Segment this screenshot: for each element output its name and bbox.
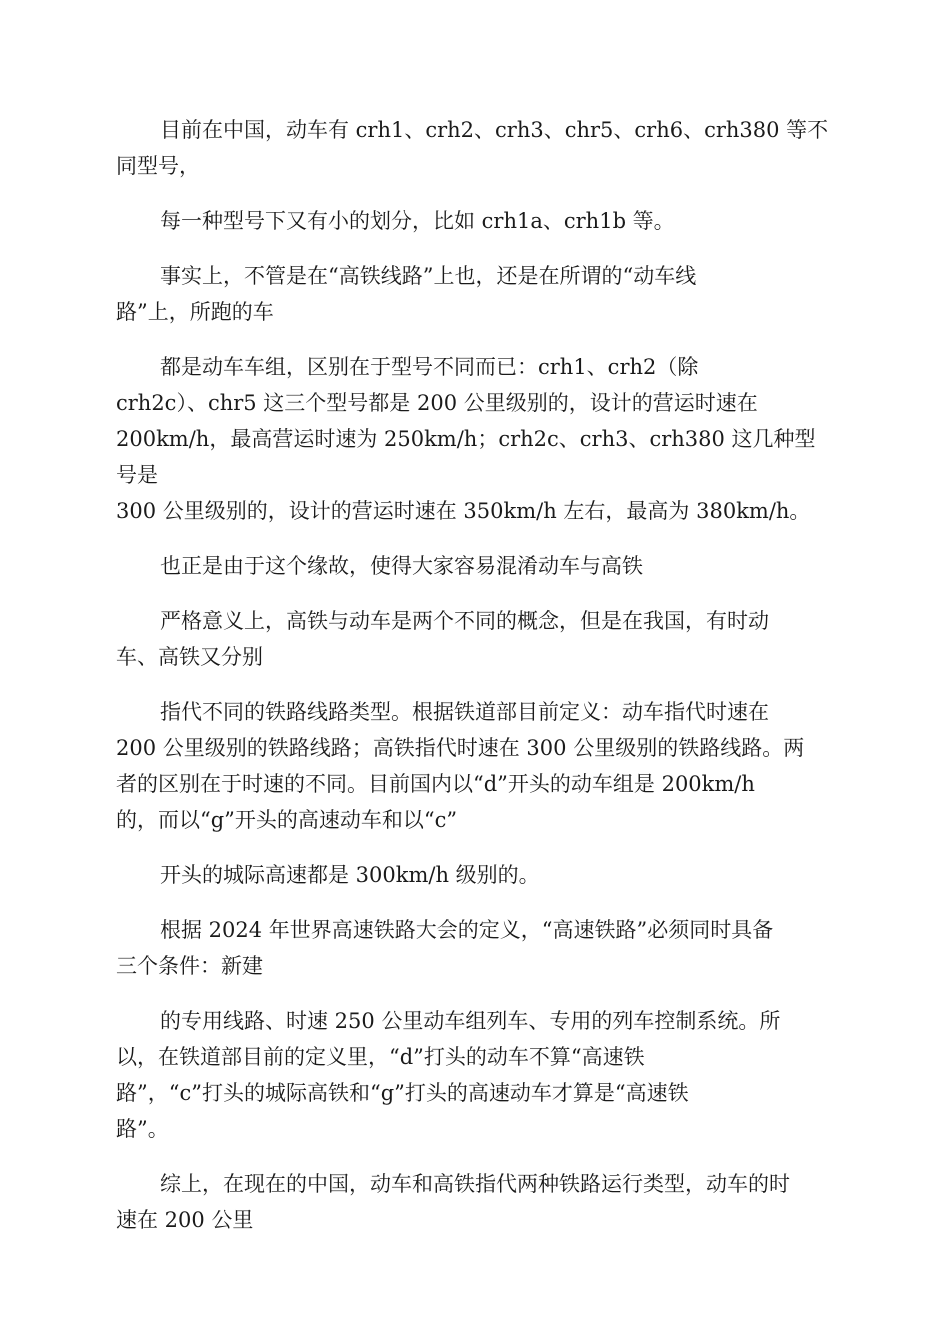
paragraph-6: 严格意义上，高铁与动车是两个不同的概念，但是在我国，有时动 车、高铁又分别 [116,609,769,669]
paragraph-5: 也正是由于这个缘故，使得大家容易混淆动车与高铁 [160,554,643,578]
paragraph-9: 根据 2024 年世界高速铁路大会的定义，“高速铁路”必须同时具备 三个条件：新建 [116,918,774,978]
paragraph-10: 的专用线路、时速 250 公里动车组列车、专用的列车控制系统。所 以，在铁道部目前的定义里，“d”打头的动车不算“高速铁 路”，“c”打头的城际高铁和“g”打头的高速动车才算是“高速铁 路”。 [116,1009,781,1141]
paragraph-7: 指代不同的铁路线路类型。根据铁道部目前定义：动车指代时速在 200 公里级别的铁路线路；高铁指代时速在 300 公里级别的铁路线路。两 者的区别在于时速的不同。目前国内以“d”开头的动车组是 200km/h 的，而以“g”开头的高速动车和以“c” [116,700,805,832]
paragraph-8: 开头的城际高速都是 300km/h 级别的。 [160,863,540,887]
paragraph-4: 都是动车车组，区别在于型号不同而已：crh1、crh2（除 crh2c）、chr5 这三个型号都是 200 公里级别的，设计的营运时速在 200km/h，最高营运时速为 250km/h；crh2c、crh3、crh380 这几种型号是 300 公里级别的，设计的营运时速在 350km/h 左右，最高为 380km/h。 [116,355,816,523]
paragraph-11: 综上，在现在的中国，动车和高铁指代两种铁路运行类型，动车的时 速在 200 公里 [116,1172,790,1232]
paragraph-3: 事实上，不管是在“高铁线路”上也，还是在所谓的“动车线 路”上，所跑的车 [116,264,697,324]
document-body [116,112,832,1257]
paragraph-2: 每一种型号下又有小的划分，比如 crh1a、crh1b 等。 [160,209,675,233]
paragraph-1: 目前在中国，动车有 crh1、crh2、crh3、chr5、crh6、crh380 等不 同型号， [116,118,829,178]
